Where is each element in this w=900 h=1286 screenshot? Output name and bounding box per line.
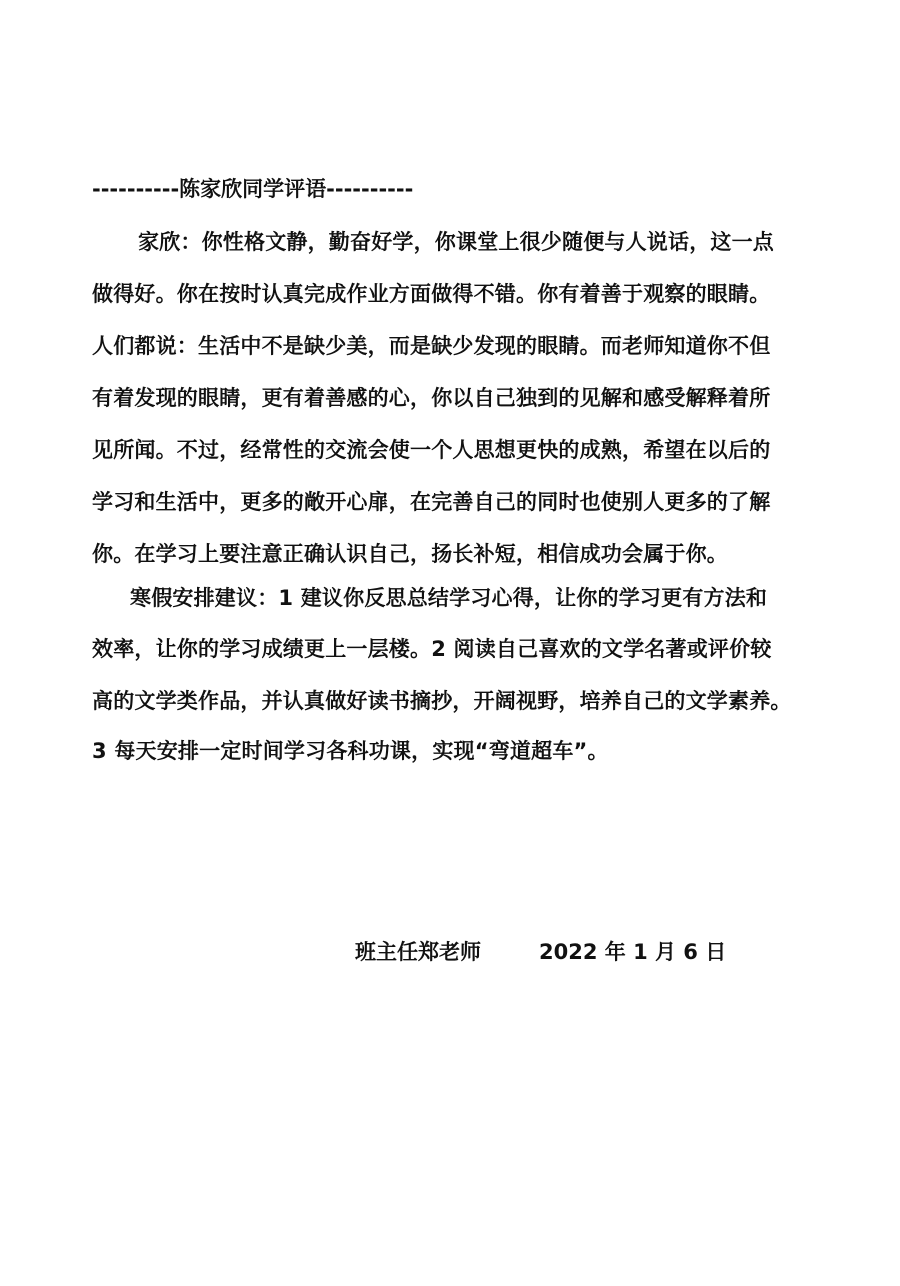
paragraph-line: 3 每天安排一定时间学习各科功课，实现“弯道超车”。 bbox=[92, 739, 609, 763]
teacher-name: 班主任郑老师 bbox=[355, 940, 481, 964]
paragraph-line: 你。在学习上要注意正确认识自己，扬长补短，相信成功会属于你。 bbox=[92, 542, 728, 566]
paragraph-line: 家欣：你性格文静，勤奋好学，你课堂上很少随便与人说话，这一点 bbox=[138, 230, 774, 254]
paragraph-line: 有着发现的眼睛，更有着善感的心，你以自己独到的见解和感受解释着所 bbox=[92, 386, 771, 410]
paragraph-line: 人们都说：生活中不是缺少美，而是缺少发现的眼睛。而老师知道你不但 bbox=[92, 334, 771, 358]
signature-block bbox=[355, 937, 726, 967]
paragraph-line: 做得好。你在按时认真完成作业方面做得不错。你有着善于观察的眼睛。 bbox=[92, 282, 771, 306]
paragraph-line: 学习和生活中，更多的敞开心扉，在完善自己的同时也使别人更多的了解 bbox=[92, 490, 771, 514]
document-heading: ----------陈家欣同学评语---------- bbox=[92, 177, 414, 201]
paragraph-line: 高的文学类作品，并认真做好读书摘抄，开阔视野，培养自己的文学素养。 bbox=[92, 689, 792, 713]
paragraph-line: 见所闻。不过，经常性的交流会使一个人思想更快的成熟，希望在以后的 bbox=[92, 438, 771, 462]
paragraph-line: 寒假安排建议：1 建议你反思总结学习心得，让你的学习更有方法和 bbox=[130, 586, 768, 610]
signature-date: 2022 年 1 月 6 日 bbox=[539, 940, 727, 964]
paragraph-line: 效率，让你的学习成绩更上一层楼。2 阅读自己喜欢的文学名著或评价较 bbox=[92, 637, 772, 661]
